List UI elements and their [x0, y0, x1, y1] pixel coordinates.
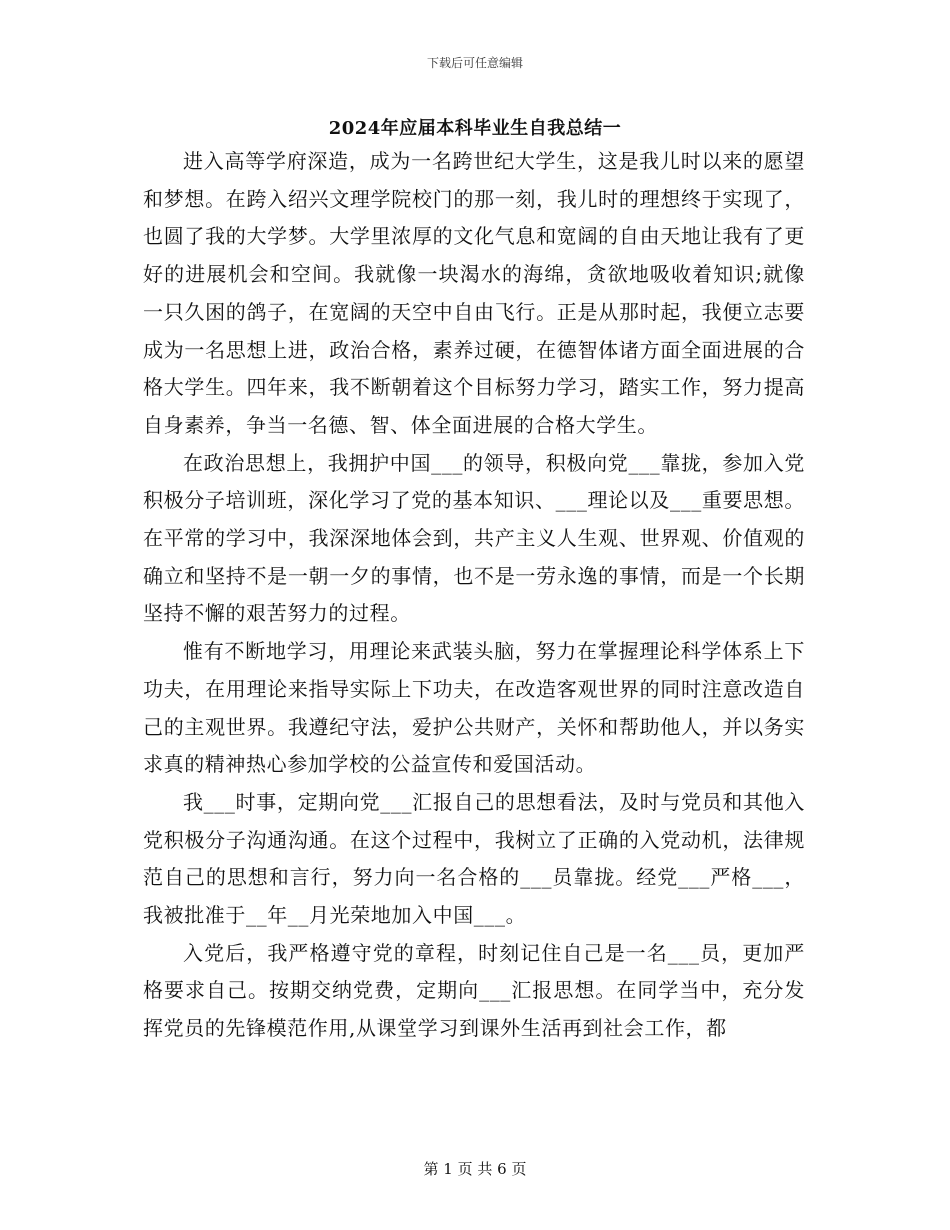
paragraph-3: 惟有不断地学习，用理论来武装头脑，努力在掌握理论科学体系上下功夫，在用理论来指导实际上下功夫，在改造客观世界的同时注意改造自己的主观世界。我遵纪守法，爱护公共财产，关怀和帮助他人，并以务实求真的精神热心参加学校的公益宣传和爱国活动。: [143, 639, 805, 777]
document-body: [143, 143, 805, 1048]
paragraph-5: 入党后，我严格遵守党的章程，时刻记住自己是一名___员，更加严格要求自己。按期交纳党费，定期向___汇报思想。在同学当中，充分发挥党员的先锋模范作用,从课堂学习到课外生活再到社会工作，都: [143, 940, 805, 1041]
paragraph-1: 进入高等学府深造，成为一名跨世纪大学生，这是我儿时以来的愿望和梦想。在跨入绍兴文理学院校门的那一刻，我儿时的理想终于实现了，也圆了我的大学梦。大学里浓厚的文化气息和宽阔的自由天地让我有了更好的进展机会和空间。我就像一块渴水的海绵，贪欲地吸收着知识;就像一只久困的鸽子，在宽阔的天空中自由飞行。正是从那时起，我便立志要成为一名思想上进，政治合格，素养过硬，在德智体诸方面全面进展的合格大学生。四年来，我不断朝着这个目标努力学习，踏实工作，努力提高自身素养，争当一名德、智、体全面进展的合格大学生。: [143, 149, 805, 437]
page-number: 第 1 页 共 6 页: [423, 1160, 527, 1178]
header-note: 下载后可任意编辑: [426, 56, 523, 70]
document-title: 2024年应届本科毕业生自我总结一: [328, 118, 622, 139]
paragraph-2: 在政治思想上，我拥护中国___的领导，积极向党___靠拢，参加入党积极分子培训班，深化学习了党的基本知识、___理论以及___重要思想。在平常的学习中，我深深地体会到，共产主义人生观、世界观、价值观的确立和坚持不是一朝一夕的事情，也不是一劳永逸的事情，而是一个长期坚持不懈的艰苦努力的过程。: [143, 450, 805, 626]
paragraph-4: 我___时事，定期向党___汇报自己的思想看法，及时与党员和其他入党积极分子沟通沟通。在这个过程中，我树立了正确的入党动机，法律规范自己的思想和言行，努力向一名合格的___员靠拢。经党___严格___，我被批准于__年__月光荣地加入中国___。: [143, 789, 805, 928]
